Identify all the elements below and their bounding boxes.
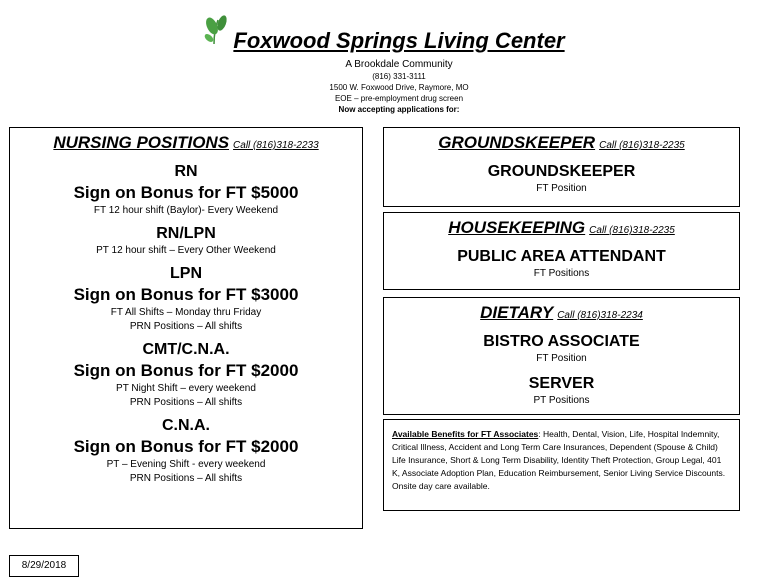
position-detail: FT Position <box>536 353 587 364</box>
position-detail: FT All Shifts – Monday thru Friday <box>110 307 262 318</box>
position-detail: PT 12 hour shift – Every Other Weekend <box>96 245 276 256</box>
position-title: GROUNDSKEEPER <box>487 163 636 180</box>
position-detail: FT Positions <box>533 268 590 279</box>
position-bonus: Sign on Bonus for FT $2000 <box>73 437 299 456</box>
phone-number: (816) 331-3111 <box>372 72 426 81</box>
position-title: PUBLIC AREA ATTENDANT <box>457 248 666 265</box>
section-call: Call (816)318-2233 <box>233 140 319 151</box>
date-stamp: 8/29/2018 <box>9 555 79 577</box>
benefits-list: Health, Dental, Vision, Life, Hospital Indemnity, Critical Illness, Accident and Long Term Care Insurances, Dependent (Spouse & Child) Life Insurance, Short & Long Term Disability, Identity Theft Protection, Group Legal, 401 K, Associate Adoption Plan, Education Reimbursement, Senior Living Service Discounts. Onsite day care available. <box>392 429 726 491</box>
position-title: C.N.A. <box>162 417 210 434</box>
nursing-header <box>10 133 362 156</box>
position-detail: PT Positions <box>533 395 590 406</box>
benefits-text: Available Benefits for FT Associates: Health, Dental, Vision, Life, Hospital Indemnity, Critical Illness, Accident and Long Term Care Insurances, Dependent (Spouse & Child) Life Insurance, Short & Long Term Disability, Identity Theft Protection, Group Legal, 401 K, Associate Adoption Plan, Education Reimbursement, Senior Living Service Discounts. Onsite day care available. <box>392 429 726 491</box>
position-title: RN/LPN <box>156 225 216 242</box>
position-title: CMT/C.N.A. <box>142 341 230 358</box>
position-detail: PT Night Shift – every weekend <box>116 383 256 394</box>
header-info <box>0 58 762 115</box>
housekeeping-section <box>383 212 740 290</box>
section-title: NURSING POSITIONS <box>53 133 230 152</box>
community-name: A Brookdale Community <box>345 59 453 70</box>
position-detail: PRN Positions – All shifts <box>129 321 243 332</box>
section-call: Call (816)318-2234 <box>557 310 643 321</box>
address: 1500 W. Foxwood Drive, Raymore, MO <box>329 83 469 92</box>
dietary-header <box>384 303 739 326</box>
position-bonus: Sign on Bonus for FT $3000 <box>73 285 299 304</box>
section-title: GROUNDSKEEPER <box>438 133 596 152</box>
groundskeeper-header <box>384 133 739 156</box>
position-bonus: Sign on Bonus for FT $2000 <box>73 361 299 380</box>
section-call: Call (816)318-2235 <box>599 140 685 151</box>
section-title: HOUSEKEEPING <box>448 218 586 237</box>
eoe-note: EOE – pre-employment drug screen <box>334 94 464 103</box>
position-title: SERVER <box>528 375 595 392</box>
dietary-section <box>383 297 740 415</box>
section-title: DIETARY <box>480 303 554 322</box>
position-detail: PT – Evening Shift - every weekend <box>106 459 266 470</box>
groundskeeper-section <box>383 127 740 207</box>
position-bonus: Sign on Bonus for FT $5000 <box>73 183 299 202</box>
housekeeping-header <box>384 218 739 241</box>
position-detail: FT Position <box>536 183 587 194</box>
position-title: RN <box>174 163 198 180</box>
position-title: LPN <box>170 265 202 282</box>
section-call: Call (816)318-2235 <box>589 225 675 236</box>
accepting-note: Now accepting applications for: <box>338 105 460 114</box>
benefits-label: Available Benefits for FT Associates <box>392 429 539 439</box>
nursing-section <box>9 127 363 529</box>
position-detail: PRN Positions – All shifts <box>129 473 243 484</box>
page-title: Foxwood Springs Living Center <box>233 28 565 53</box>
position-detail: PRN Positions – All shifts <box>129 397 243 408</box>
benefits-section <box>383 419 740 511</box>
position-title: BISTRO ASSOCIATE <box>483 333 640 350</box>
position-detail: FT 12 hour shift (Baylor)- Every Weekend <box>93 205 279 216</box>
